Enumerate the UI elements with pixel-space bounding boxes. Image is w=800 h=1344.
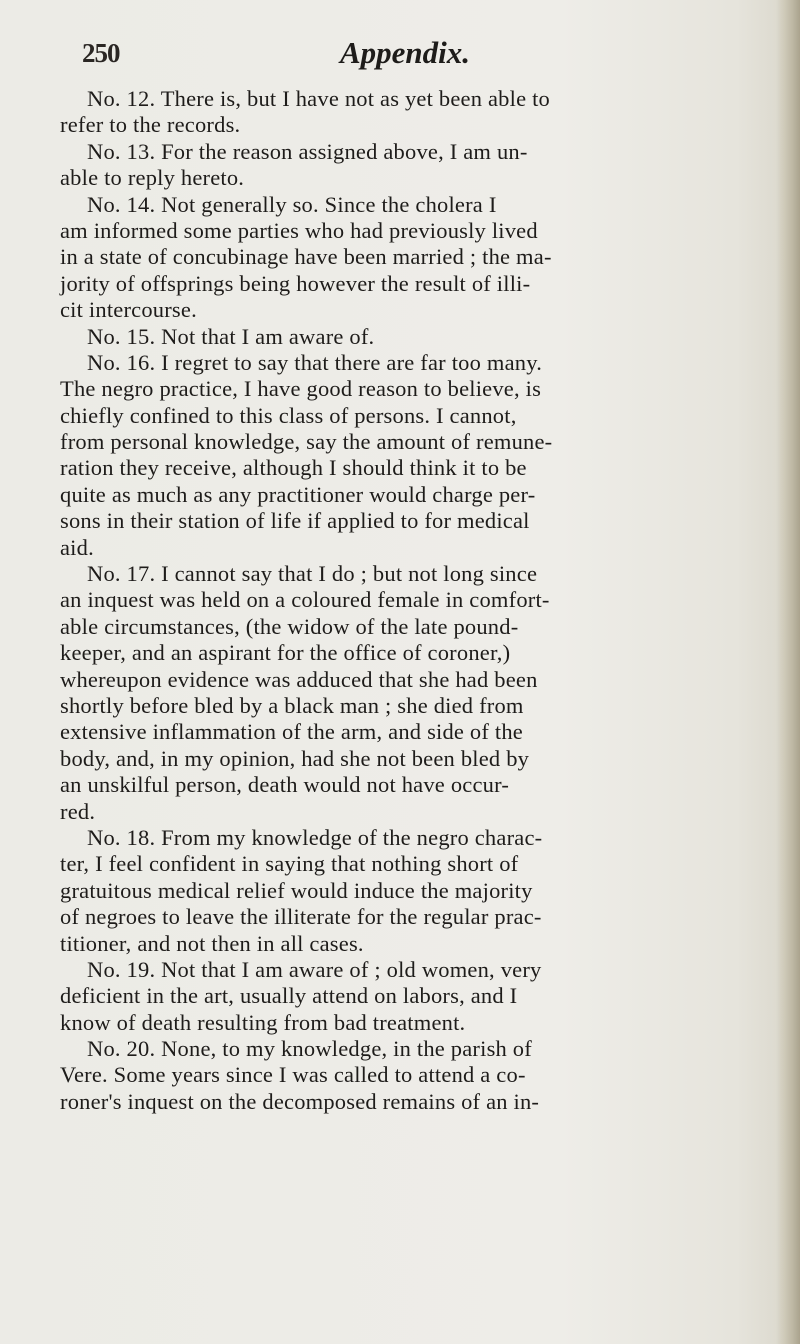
text-line: from personal knowledge, say the amount of remune- (60, 429, 553, 455)
text-line: body, and, in my opinion, had she not been bled by (60, 745, 530, 771)
text-line: No. 20. None, to my knowledge, in the parish of (87, 1036, 532, 1062)
text-line: of negroes to leave the illiterate for the regular prac- (60, 904, 542, 930)
text-line: No. 14. Not generally so. Since the cholera I (87, 191, 497, 217)
text-line: aid. (60, 534, 94, 560)
text-line: chiefly confined to this class of persons. I cannot, (60, 402, 517, 428)
text-line: No. 15. Not that I am aware of. (87, 323, 375, 349)
text-line: No. 16. I regret to say that there are far too many. (87, 349, 543, 375)
text-line: an unskilful person, death would not have occur- (60, 772, 510, 798)
text-line: gratuitous medical relief would induce the majority (60, 877, 533, 903)
text-line: extensive inflammation of the arm, and side of the (60, 719, 523, 745)
text-line: No. 18. From my knowledge of the negro charac- (87, 824, 543, 850)
text-body (60, 86, 770, 1115)
text-line: able circumstances, (the widow of the late pound- (60, 613, 519, 639)
text-line: jority of offsprings being however the result of illi- (60, 270, 531, 296)
text-line: an inquest was held on a coloured female in comfort- (60, 587, 550, 613)
text-line: Vere. Some years since I was called to attend a co- (60, 1062, 526, 1088)
text-line: quite as much as any practitioner would charge per- (60, 481, 536, 507)
text-line: No. 13. For the reason assigned above, I am un- (87, 138, 528, 164)
page-edge (776, 0, 800, 1344)
text-line: in a state of concubinage have been married ; the ma- (60, 244, 552, 270)
text-line: No. 19. Not that I am aware of ; old women, very (87, 956, 542, 982)
text-line: refer to the records. (60, 112, 241, 138)
text-line: The negro practice, I have good reason to believe, is (60, 376, 542, 402)
page-number: 250 (82, 38, 120, 68)
text-line: know of death resulting from bad treatment. (60, 1009, 466, 1035)
text-line: able to reply hereto. (60, 165, 245, 191)
text-line: am informed some parties who had previously lived (60, 217, 538, 243)
text-line: roner's inquest on the decomposed remains of an in- (60, 1088, 540, 1114)
text-line: whereupon evidence was adduced that she had been (60, 666, 538, 692)
text-line: cit intercourse. (60, 297, 197, 323)
running-head: Appendix. (340, 35, 471, 70)
text-line: sons in their station of life if applied to for medical (60, 508, 530, 534)
text-line: No. 12. There is, but I have not as yet been able to (87, 86, 550, 111)
text-line: titioner, and not then in all cases. (60, 930, 364, 956)
text-line: shortly before bled by a black man ; she died from (60, 692, 524, 718)
text-line: ration they receive, although I should think it to be (60, 455, 527, 481)
text-line: No. 17. I cannot say that I do ; but not long since (87, 561, 538, 587)
text-line: ter, I feel confident in saying that nothing short of (60, 851, 519, 877)
page-header (80, 32, 720, 76)
text-line: deficient in the art, usually attend on labors, and I (60, 983, 518, 1009)
text-line: keeper, and an aspirant for the office of coroner,) (60, 640, 511, 666)
text-line: red. (60, 798, 96, 824)
